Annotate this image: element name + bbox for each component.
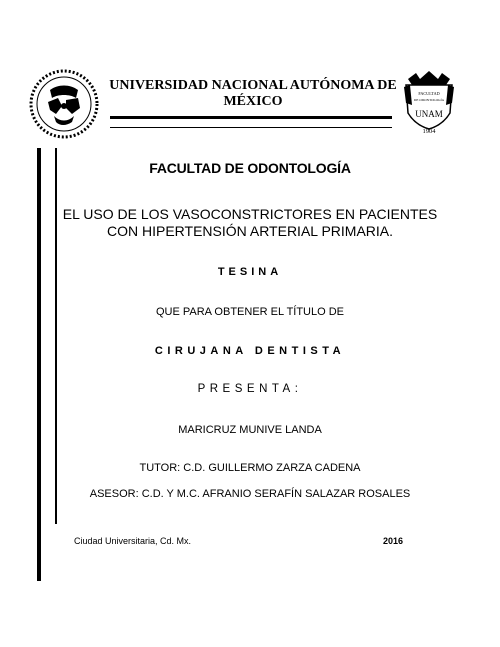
faculty-odontologia-logo bbox=[400, 65, 458, 137]
advisor-line: ASESOR: C.D. Y M.C. AFRANIO SERAFÍN SALAZAR ROSALES bbox=[89, 488, 411, 500]
logo-mid-text: DE ODONTOLOGÍA bbox=[413, 98, 445, 102]
thesis-title-line-1: EL USO DE LOS VASOCONSTRICTORES EN PACIENTES bbox=[62, 206, 438, 222]
logo-brand-text: UNAM bbox=[415, 109, 443, 119]
footer-place: Ciudad Universitaria, Cd. Mx. bbox=[74, 536, 192, 546]
unam-seal-logo bbox=[28, 68, 100, 140]
logo-top-text: FACULTAD bbox=[418, 91, 440, 96]
university-name: UNIVERSIDAD NACIONAL AUTÓNOMA DE MÉXICO bbox=[109, 78, 397, 109]
header-rule-top bbox=[110, 116, 392, 119]
author-name: MARICRUZ MUNIVE LANDA bbox=[178, 424, 322, 436]
document-type: TESINA bbox=[217, 266, 283, 278]
footer-year: 2016 bbox=[383, 536, 404, 546]
header-rule-bottom bbox=[110, 127, 392, 128]
faculty-name: FACULTAD DE ODONTOLOGÍA bbox=[149, 160, 351, 176]
purpose-text: QUE PARA OBTENER EL TÍTULO DE bbox=[155, 306, 345, 318]
presents-label: PRESENTA: bbox=[197, 383, 303, 395]
thesis-title-line-2: CON HIPERTENSIÓN ARTERIAL PRIMARIA. bbox=[106, 223, 394, 239]
logo-year-text: 1904 bbox=[422, 128, 436, 135]
degree-title: CIRUJANA DENTISTA bbox=[154, 345, 346, 357]
thesis-title bbox=[0, 206, 500, 240]
tutor-line: TUTOR: C.D. GUILLERMO ZARZA CADENA bbox=[139, 462, 361, 474]
